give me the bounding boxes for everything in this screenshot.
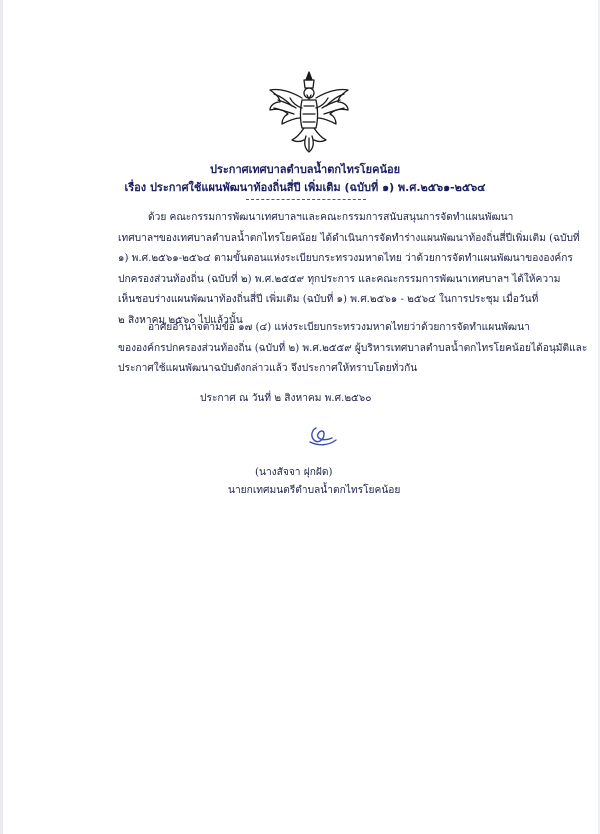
- paragraph-1-line: ๑) พ.ศ.๒๕๖๑-๒๕๖๔ ตามขั้นตอนแห่งระเบียบกระทรวงมหาดไทย ว่าด้วยการจัดทำแผนพัฒนาขององค์กร: [118, 253, 573, 264]
- paragraph-2-line: ประกาศใช้แผนพัฒนาฉบับดังกล่าวแล้ว จึงประกาศให้ทราบโดยทั่วกัน: [118, 363, 418, 374]
- paragraph-1-line: ๒ สิงหาคม ๒๕๖๐ ไปแล้วนั้น: [118, 314, 243, 326]
- signer-title: นายกเทศมนตรีตำบลน้ำตกไทรโยคน้อย: [228, 485, 401, 496]
- signer-name: (นางสัจจา ฝุกฝัด): [255, 467, 333, 478]
- title-divider: [246, 199, 366, 200]
- document-title: ประกาศเทศบาลตำบลน้ำตกไทรโยคน้อย: [209, 163, 401, 176]
- garuda-emblem-icon: [266, 70, 352, 154]
- dateline: ประกาศ ณ วันที่ ๒ สิงหาคม พ.ศ.๒๕๖๐: [200, 393, 372, 404]
- paragraph-2-line: อาศัยอำนาจตามข้อ ๑๗ (๔) แห่งระเบียบกระทรวงมหาดไทยว่าด้วยการจัดทำแผนพัฒนา: [148, 322, 530, 333]
- paragraph-1: [118, 208, 580, 331]
- paragraph-2-line: ขององค์กรปกครองส่วนท้องถิ่น (ฉบับที่ ๒) พ.ศ.๒๕๕๙ ผู้บริหารเทศบาลตำบลน้ำตกไทรโยคน้อยได้อนุมัติและ: [118, 342, 588, 354]
- document-subject: เรื่อง ประกาศใช้แผนพัฒนาท้องถิ่นสี่ปี เพิ่มเติม (ฉบับที่ ๑) พ.ศ.๒๕๖๑-๒๕๖๔: [124, 181, 486, 194]
- paragraph-2: [118, 318, 588, 380]
- paragraph-1-line: ด้วย คณะกรรมการพัฒนาเทศบาลฯและคณะกรรมการสนับสนุนการจัดทำแผนพัฒนา: [148, 212, 514, 223]
- paragraph-1-line: ปกครองส่วนท้องถิ่น (ฉบับที่ ๒) พ.ศ.๒๕๕๙ ทุกประการ และคณะกรรมการพัฒนาเทศบาลฯ ได้ให้ความ: [118, 273, 561, 285]
- handwritten-signature: [302, 424, 338, 448]
- paragraph-1-line: เทศบาลฯของเทศบาลตำบลน้ำตกไทรโยคน้อย ได้ดำเนินการจัดทำร่างแผนพัฒนาท้องถิ่นสี่ปีเพิ่มเติม (ฉบับที่: [118, 232, 580, 244]
- paragraph-1-line: เห็นชอบร่างแผนพัฒนาท้องถิ่นสี่ปี เพิ่มเติม (ฉบับที่ ๑) พ.ศ.๒๕๖๑ - ๒๕๖๔ ในการประชุม เมื่อวันที่: [118, 294, 539, 305]
